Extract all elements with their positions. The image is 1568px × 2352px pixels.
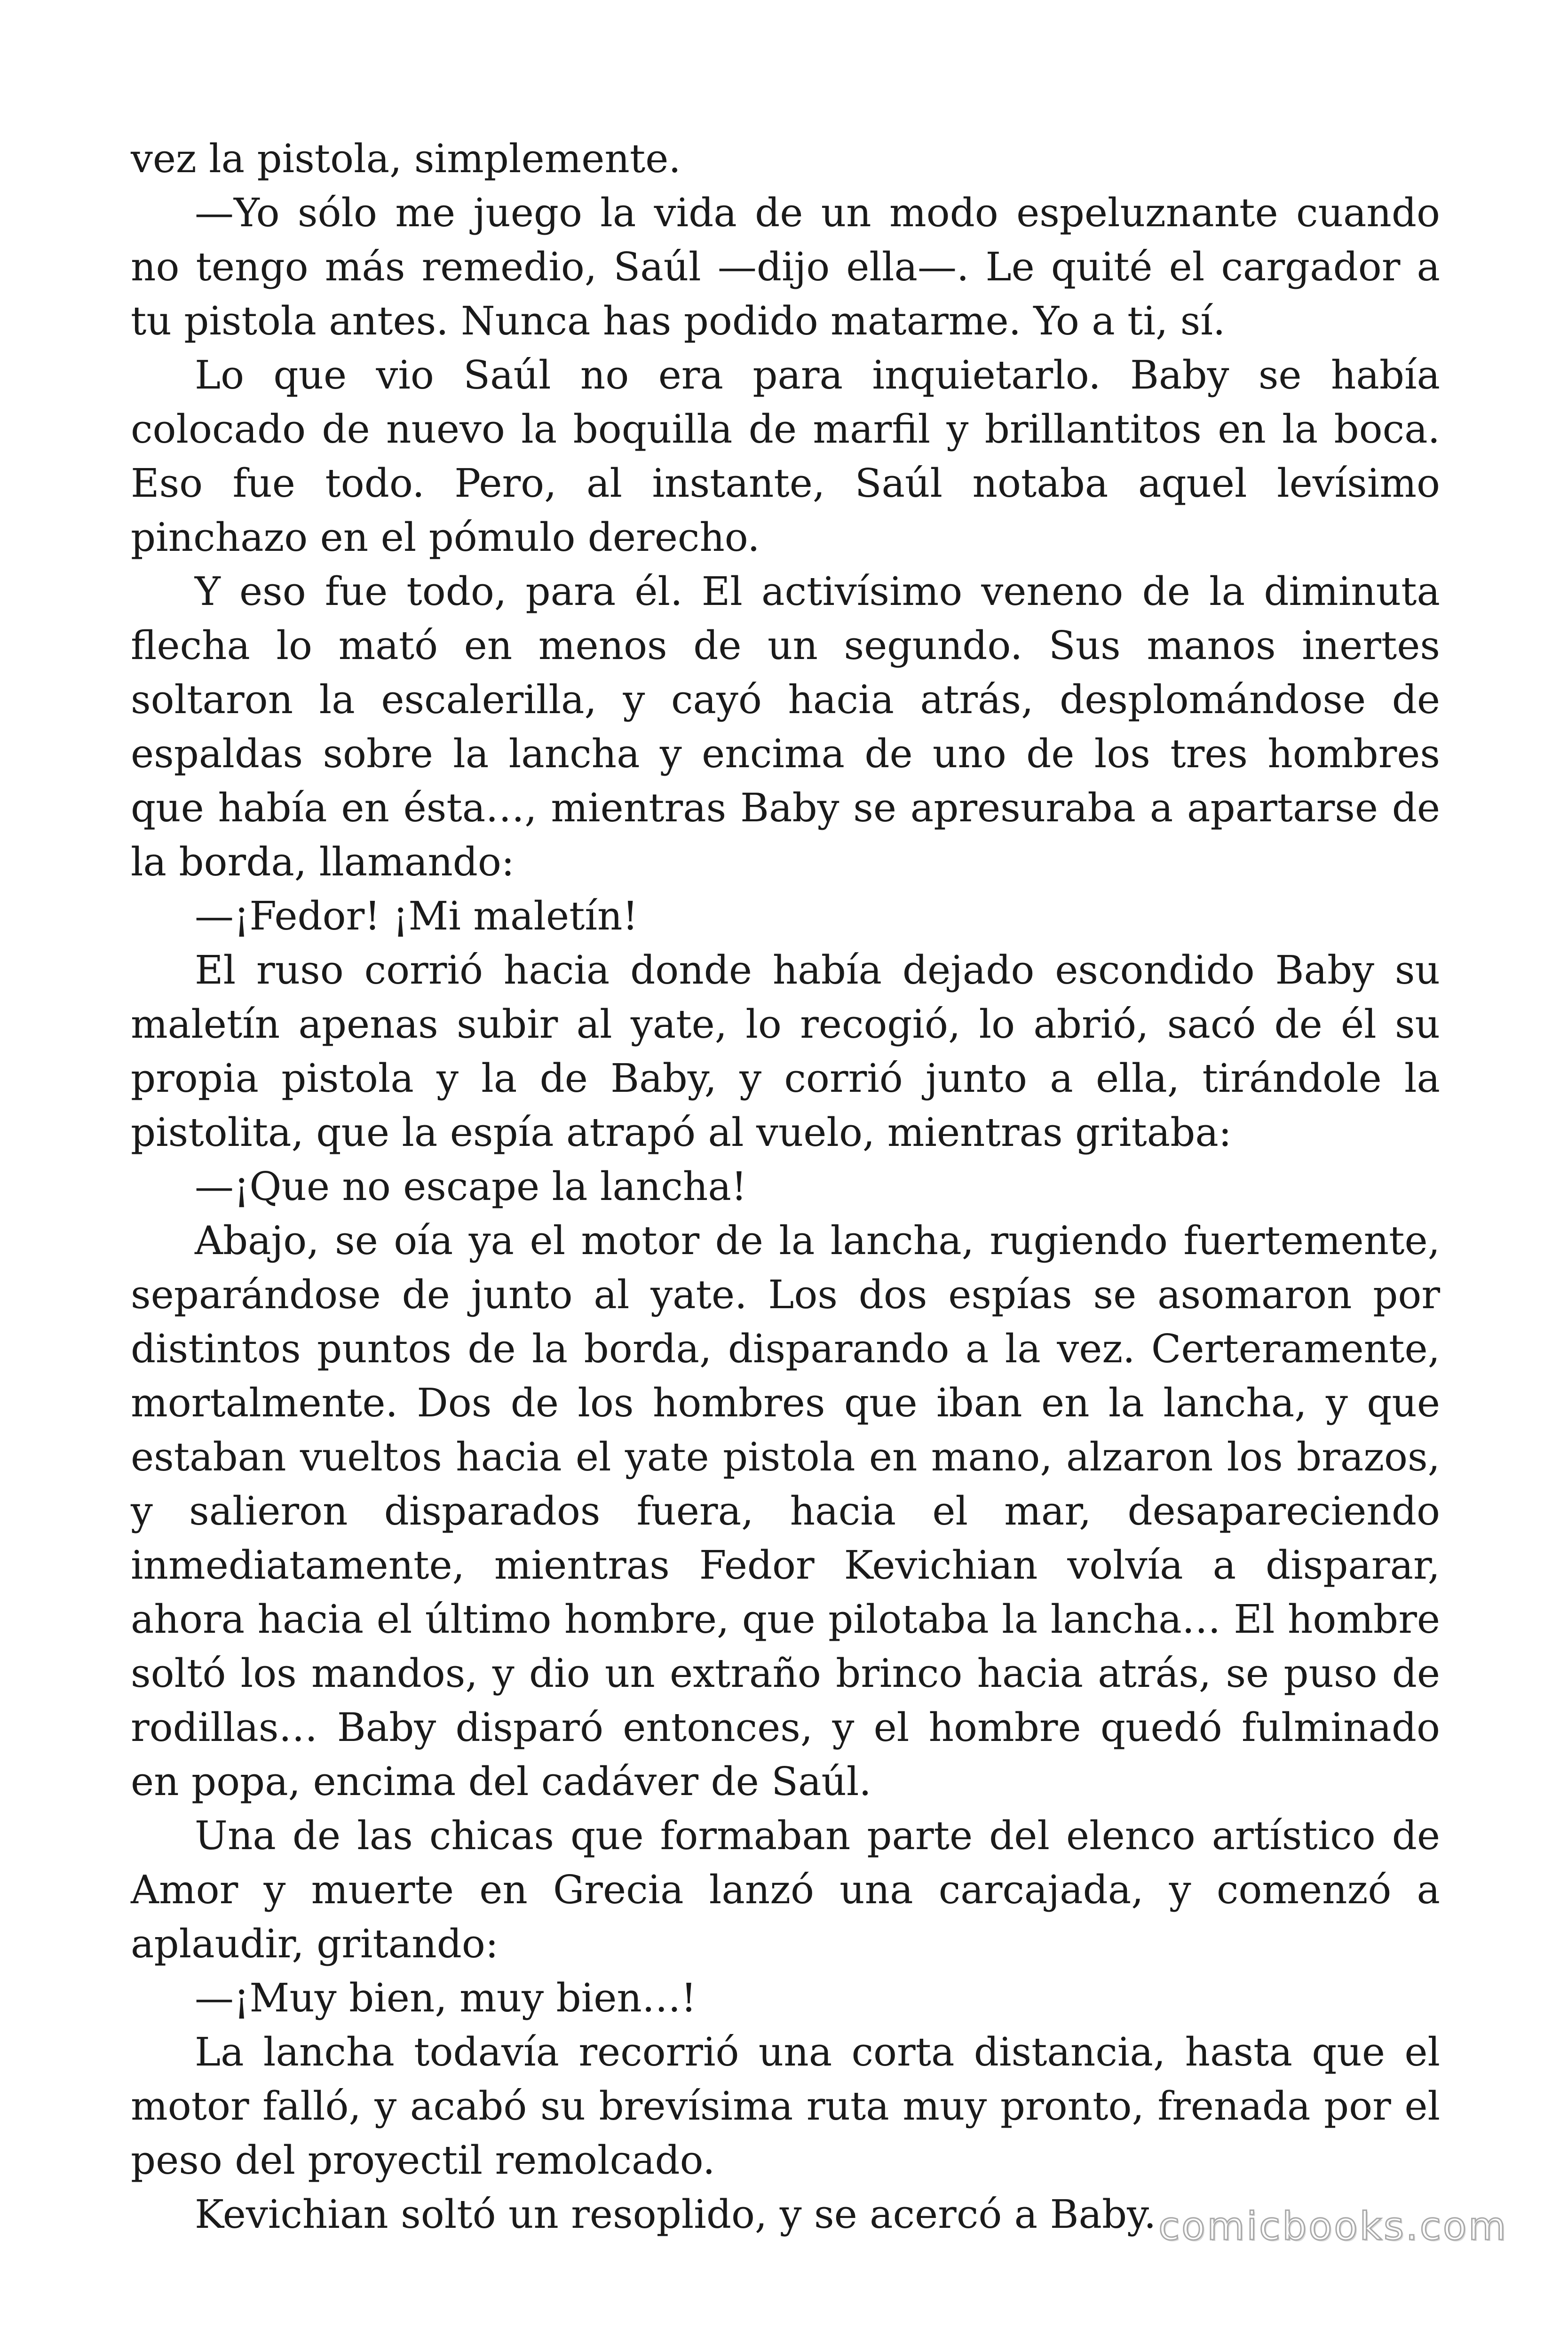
paragraph: Lo que vio Saúl no era para inquietarlo. Baby se había colocado de nuevo la boquilla de marfil y brillantitos en la boca. Eso fue todo. Pero, al instante, Saúl notaba aquel levísimo pinchazo en el pómulo derecho. — [131, 352, 1440, 560]
paragraph: Una de las chicas que formaban parte del elenco artístico de Amor y muerte en Grecia lanzó una carcajada, y comenzó a aplaudir, gritando: — [131, 1813, 1440, 1967]
paragraph: —¡Que no escape la lancha! — [195, 1164, 747, 1209]
paragraph: Kevichian soltó un resoplido, y se acercó a Baby. — [195, 2192, 1156, 2237]
paragraph: vez la pistola, simplemente. — [131, 136, 681, 182]
paragraph: Y eso fue todo, para él. El activísimo veneno de la diminuta flecha lo mató en menos de un segundo. Sus manos inertes soltaron la escalerilla, y cayó hacia atrás, desplomándose de espaldas sobre la lancha y encima de uno de los tres hombres que había en ésta…, mientras Baby se apresuraba a apartarse de la borda, llamando: — [131, 569, 1440, 885]
page-text — [131, 132, 1440, 2241]
paragraph: El ruso corrió hacia donde había dejado escondido Baby su maletín apenas subir al yate, lo recogió, lo abrió, sacó de él su propia pistola y la de Baby, y corrió junto a ella, tirándole la pistolita, que la espía atrapó al vuelo, mientras gritaba: — [131, 947, 1440, 1155]
paragraph: —¡Muy bien, muy bien…! — [195, 1975, 697, 2021]
paragraph: —¡Fedor! ¡Mi maletín! — [195, 893, 638, 939]
watermark: comicbooks.com — [1158, 2204, 1508, 2249]
paragraph: —Yo sólo me juego la vida de un modo espeluznante cuando no tengo más remedio, Saúl —dijo ella—. Le quité el cargador a tu pistola antes. Nunca has podido matarme. Yo a ti, sí. — [131, 190, 1440, 344]
paragraph: La lancha todavía recorrió una corta distancia, hasta que el motor falló, y acabó su brevísima ruta muy pronto, frenada por el peso del proyectil remolcado. — [131, 2029, 1440, 2183]
paragraph: Abajo, se oía ya el motor de la lancha, rugiendo fuertemente, separándose de junto al yate. Los dos espías se asomaron por distintos puntos de la borda, disparando a la vez. Certeramente, mortalmente. Dos de los hombres que iban en la lancha, y que estaban vueltos hacia el yate pistola en mano, alzaron los brazos, y salieron disparados fuera, hacia el mar, desapareciendo inmediatamente, mientras Fedor Kevichian volvía a disparar, ahora hacia el último hombre, que pilotaba la lancha… El hombre soltó los mandos, y dio un extraño brinco hacia atrás, se puso de rodillas… Baby disparó entonces, y el hombre quedó fulminado en popa, encima del cadáver de Saúl. — [131, 1218, 1440, 1804]
